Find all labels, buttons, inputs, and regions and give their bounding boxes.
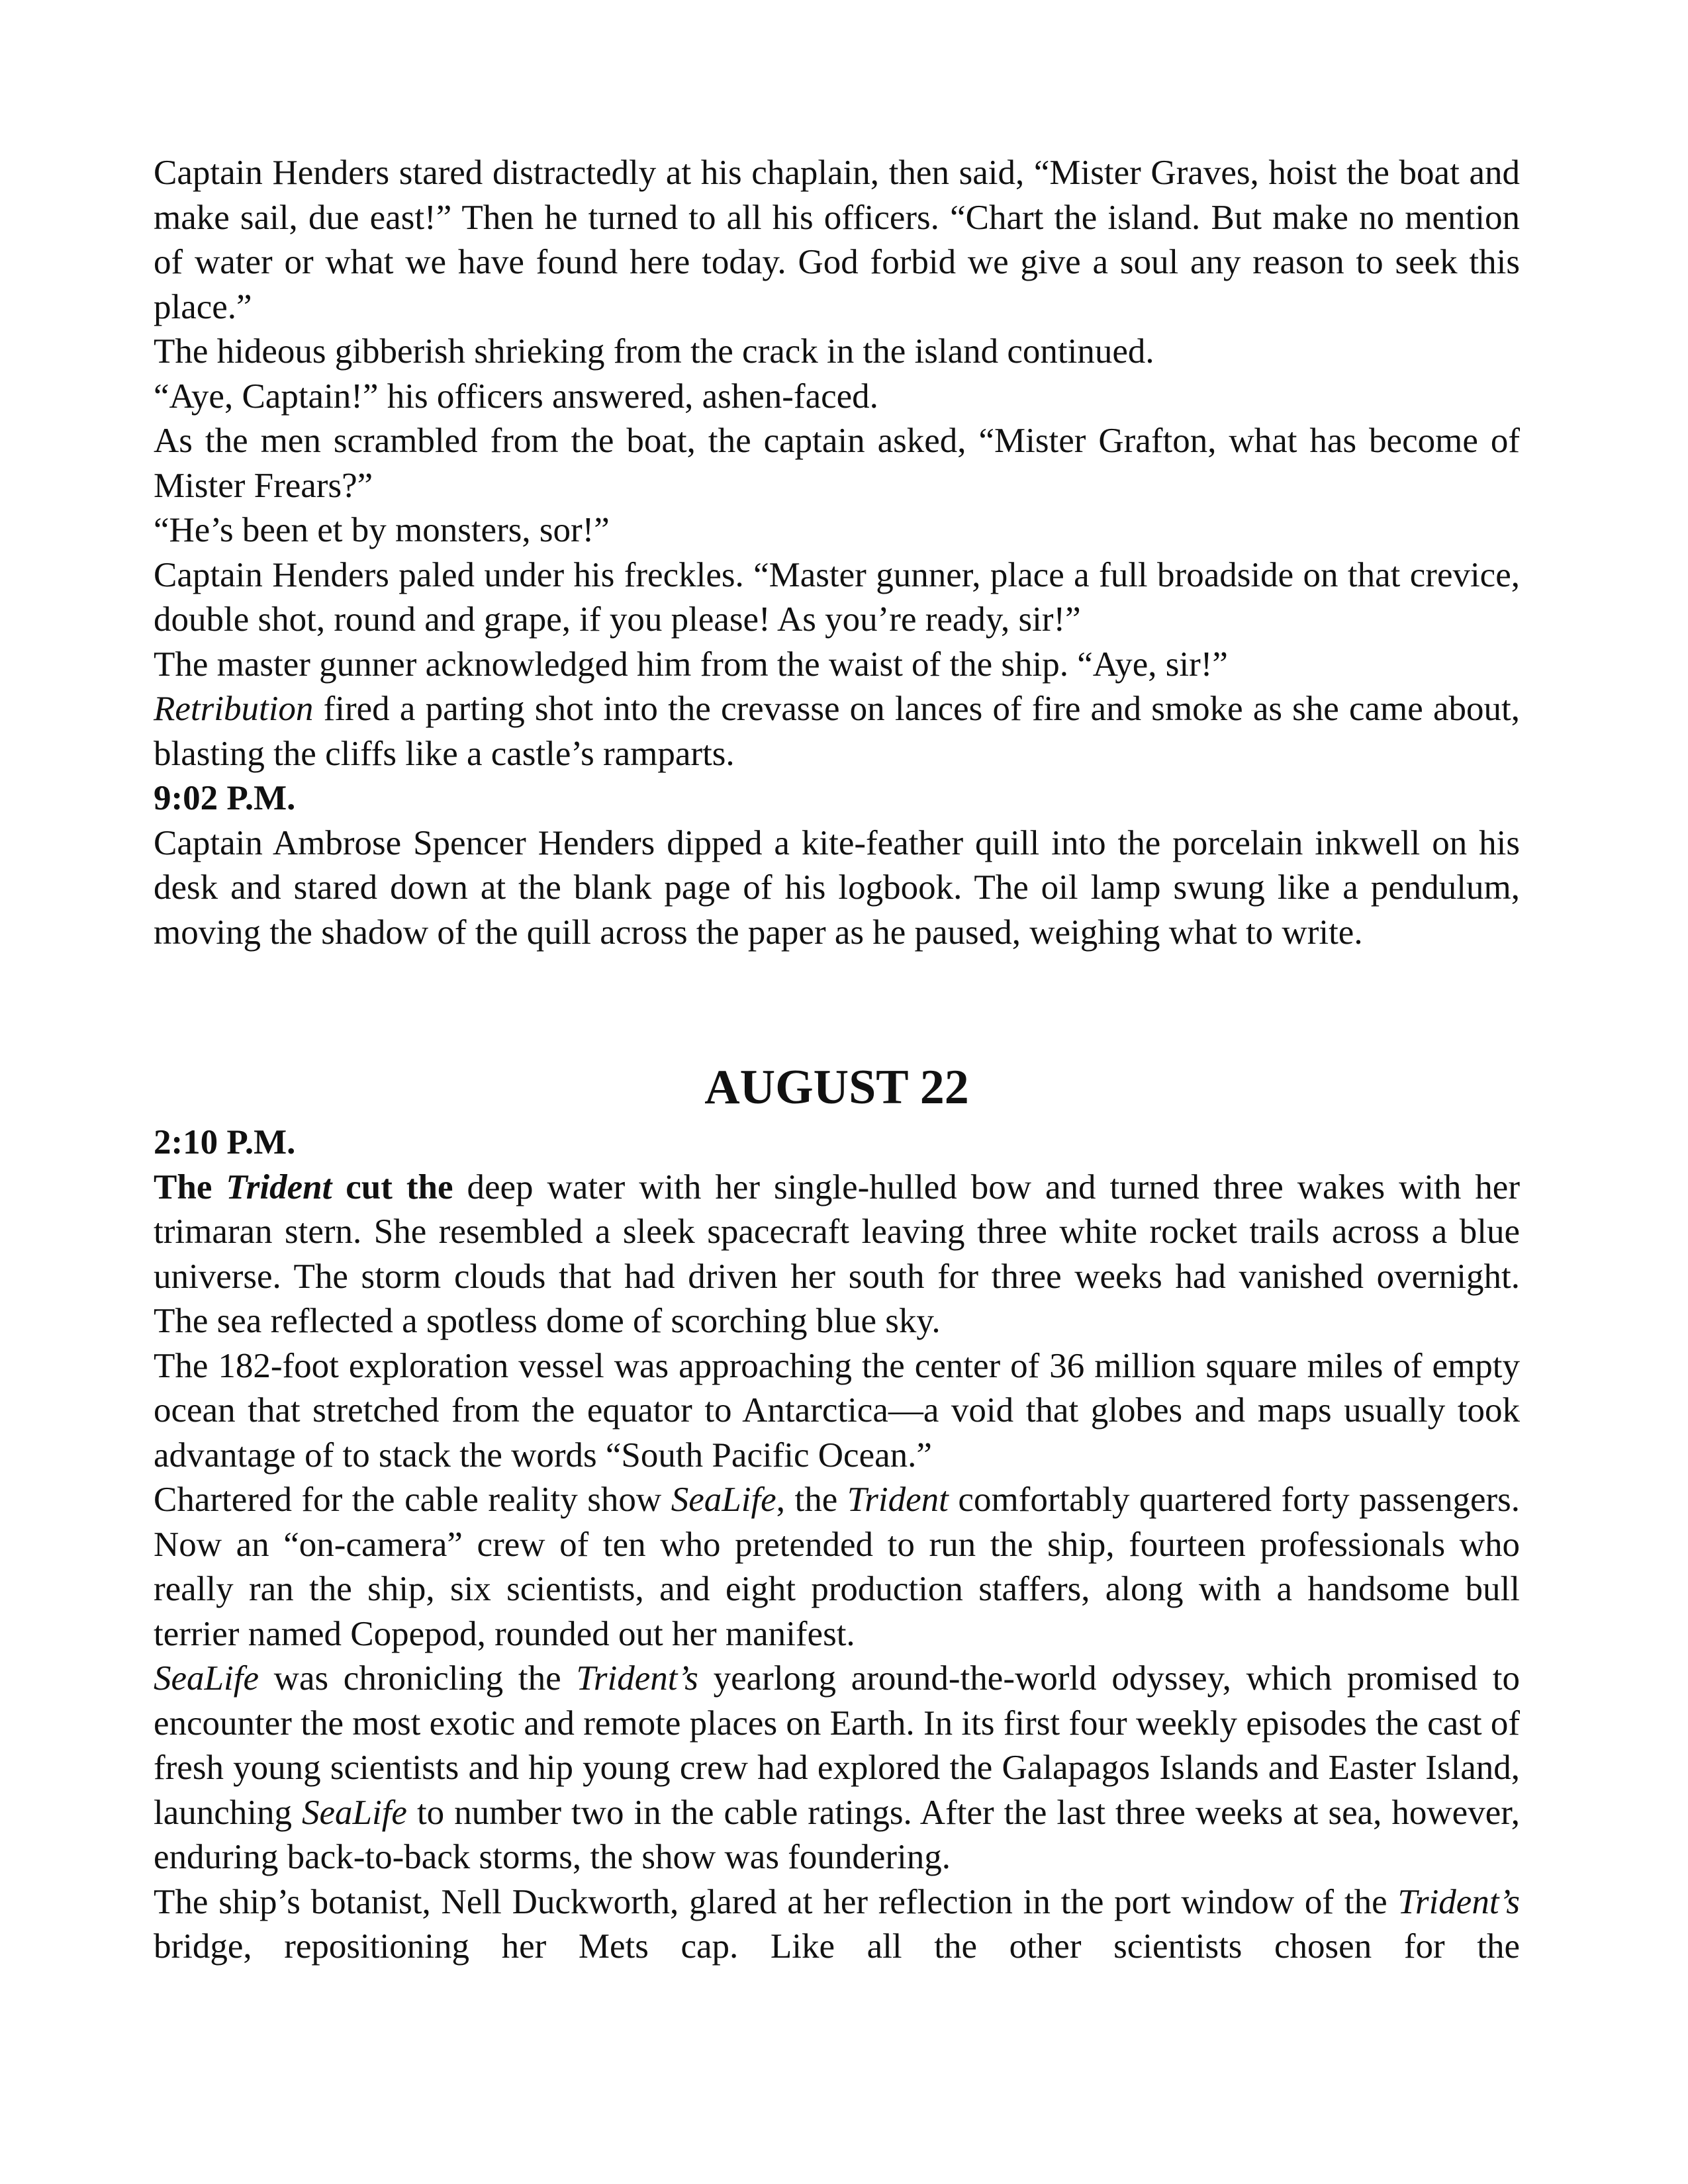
show-name-sealife: SeaLife <box>671 1480 776 1519</box>
ship-name-trident: Trident <box>847 1480 949 1519</box>
lead-in-bold <box>154 1168 453 1206</box>
retribution-text: fired a parting shot into the crevasse on lances of fire and smoke as she came about, blasting the cliffs like a castle’s ramparts. <box>154 690 1520 773</box>
lead-the: The <box>154 1167 226 1206</box>
paragraph-grafton: As the men scrambled from the boat, the captain asked, “Mister Grafton, what has become of Mister Frears?” <box>154 422 1520 505</box>
ship-name-trident-possessive: Trident’s <box>1397 1882 1520 1921</box>
time-stamp-902: 9:02 P.M. <box>154 779 296 817</box>
time-stamp-210: 2:10 P.M. <box>154 1123 296 1161</box>
chapter-heading: AUGUST 22 <box>704 1060 969 1115</box>
show-name-sealife: SeaLife <box>154 1659 259 1698</box>
paragraph-logbook: Captain Ambrose Spencer Henders dipped a kite-feather quill into the porcelain inkwell on his desk and stared down at the blank page of his logbook. The oil lamp swung like a pendulum, moving the shadow of the quill across the paper as he paused, weighing what to write. <box>154 823 1520 952</box>
sealife-part2: yearlong around-the-world odyssey, which promised to encounter the most exotic and remote places on Earth. In its first four weekly episodes the cast of fresh young scientists and hip young crew had explored the Galapagos Islands and Easter Island, launching <box>154 1659 1521 1832</box>
paragraph-monsters: “He’s been et by monsters, sor!” <box>154 511 610 549</box>
show-name-sealife: SeaLife <box>301 1793 407 1832</box>
paragraph-broadside: Captain Henders paled under his freckles. “Master gunner, place a full broadside on that crevice, double shot, round and grape, if you please! As you’re ready, sir!” <box>154 555 1520 639</box>
paragraph-chaplain: Captain Henders stared distractedly at his chaplain, then said, “Mister Graves, hoist the boat and make sail, due east!” Then he turned to all his officers. “Chart the island. But make no mention of water or what we have found here today. God forbid we give a soul any reason to seek this place.” <box>154 154 1520 326</box>
paragraph-exploration-vessel: The 182-foot exploration vessel was approaching the center of 36 million square miles of empty ocean that stretched from the equator to Antarctica—a void that globes and maps usually took advantage of to stack the words “South Pacific Ocean.” <box>154 1346 1520 1475</box>
botanist-part1: The ship’s botanist, Nell Duckworth, glared at her reflection in the port window of the <box>154 1882 1398 1921</box>
paragraph-gibberish: The hideous gibberish shrieking from the crack in the island continued. <box>154 332 1154 371</box>
lead-rest: cut the <box>332 1167 453 1206</box>
ship-name-trident-possessive: Trident’s <box>576 1659 698 1698</box>
chartered-part2: , the <box>776 1480 847 1519</box>
document-page <box>154 151 1520 1970</box>
chartered-part1: Chartered for the cable reality show <box>154 1480 671 1519</box>
paragraph-master-gunner: The master gunner acknowledged him from the waist of the ship. “Aye, sir!” <box>154 645 1228 684</box>
trident-intro-text: deep water with her single-hulled bow and turned three wakes with her trimaran stern. She resembled a sleek spacecraft leaving three white rocket trails across a blue universe. The storm clouds that had driven her south for three weeks had vanished overnight. The sea reflected a spotless dome of scorching blue sky. <box>154 1167 1520 1340</box>
ship-name-retribution: Retribution <box>154 690 314 728</box>
ship-name-trident: Trident <box>226 1167 332 1206</box>
paragraph-sealife <box>154 1657 1520 1880</box>
paragraph-botanist <box>154 1880 1520 1970</box>
sealife-part3: to number two in the cable ratings. After the last three weeks at sea, however, enduring back-to-back storms, the show was foundering. <box>154 1793 1520 1876</box>
paragraph-trident-intro <box>154 1165 1520 1344</box>
paragraph-chartered <box>154 1478 1520 1657</box>
paragraph-aye-captain: “Aye, Captain!” his officers answered, ashen-faced. <box>154 377 878 416</box>
chartered-part3: comfortably quartered forty passengers. Now an “on-camera” crew of ten who pretended to run the ship, fourteen professionals who really ran the ship, six scientists, and eight production staffers, along with a handsome bull terrier named Copepod, rounded out her manifest. <box>154 1480 1520 1653</box>
sealife-part1: was chronicling the <box>258 1659 577 1698</box>
botanist-part2: bridge, repositioning her Mets cap. Like all the other scientists chosen for the <box>154 1927 1520 1966</box>
paragraph-retribution <box>154 687 1520 776</box>
